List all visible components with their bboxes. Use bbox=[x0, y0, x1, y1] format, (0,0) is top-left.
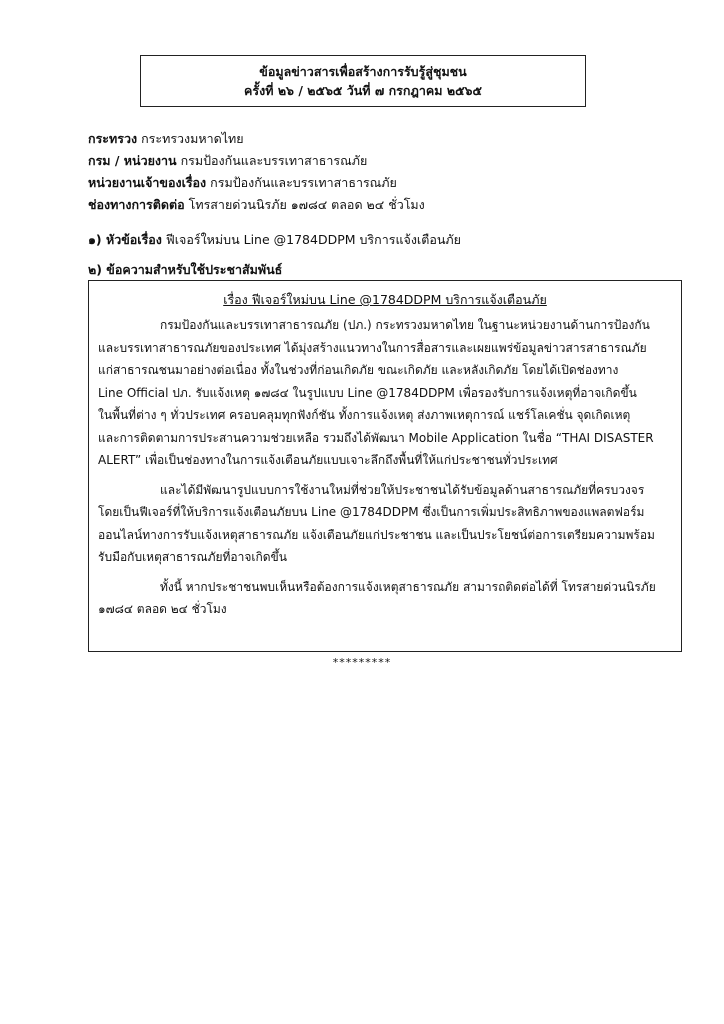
section-1-topic bbox=[88, 230, 461, 250]
meta-block bbox=[88, 128, 688, 216]
section-1-label: ๑) หัวข้อเรื่อง bbox=[88, 232, 162, 247]
section-1-value: ฟีเจอร์ใหม่บน Line @1784DDPM บริการแจ้งเตือนภัย bbox=[165, 232, 461, 247]
meta-owner-value: กรมป้องกันและบรรเทาสาธารณภัย bbox=[210, 175, 397, 190]
meta-contact bbox=[88, 194, 688, 216]
paragraph-1-line: ALERT” เพื่อเป็นช่องทางในการแจ้งเตือนภัยแบบเจาะลึกถึงพื้นที่ให้แก่ประชาชนทั่วประเทศ bbox=[98, 453, 558, 467]
paragraph-1-line bbox=[98, 314, 672, 337]
end-mark: ********* bbox=[332, 656, 392, 669]
paragraph-1-line: และบรรเทาสาธารณภัยของประเทศ ได้มุ่งสร้างแนวทางในการสื่อสารและเผยแพร่ข้อมูลข่าวสารสาธารณภัย bbox=[98, 340, 647, 355]
paragraph-3-line: ๑๗๘๔ ตลอด ๒๔ ชั่วโมง bbox=[98, 602, 227, 616]
paragraph-1-line: ในพื้นที่ต่าง ๆ ทั่วประเทศ ครอบคลุมทุกฟังก์ชัน ทั้งการแจ้งเหตุ ส่งภาพเหตุการณ์ แชร์โลเคชั่น จุดเกิดเหตุ bbox=[98, 408, 631, 422]
paragraph-1-line: และการติดตามการประสานความช่วยเหลือ รวมถึงได้พัฒนา Mobile Application ในชื่อ “THAI DISASTER bbox=[98, 430, 654, 445]
meta-department-label: กรม / หน่วยงาน bbox=[88, 153, 177, 168]
paragraph-2 bbox=[98, 479, 672, 569]
meta-owner-label: หน่วยงานเจ้าของเรื่อง bbox=[88, 175, 207, 190]
paragraph-1-line: Line Official ปภ. รับแจ้งเหตุ ๑๗๘๔ ในรูปแบบ Line @1784DDPM เพื่อรองรับการแจ้งเหตุที่อาจเกิดขึ้น bbox=[98, 385, 637, 400]
meta-ministry-label: กระทรวง bbox=[88, 131, 138, 146]
meta-contact-label: ช่องทางการติดต่อ bbox=[88, 197, 185, 212]
paragraph-2-line: ออนไลน์ทางการรับแจ้งเหตุสาธารณภัย แจ้งเตือนภัยแก่ประชาชน และเป็นประโยชน์ต่อการเตรียมความพร้อม bbox=[98, 527, 655, 542]
text: ทั้งนี้ หากประชาชนพบเห็นหรือต้องการแจ้งเหตุสาธารณภัย สามารถติดต่อได้ที่ โทรสายด่วนนิรภัย bbox=[160, 579, 656, 594]
section-2-heading: ๒) ข้อความสำหรับใช้ประชาสัมพันธ์ bbox=[88, 262, 283, 277]
meta-department-value: กรมป้องกันและบรรเทาสาธารณภัย bbox=[180, 153, 368, 168]
text: กรมป้องกันและบรรเทาสาธารณภัย (ปภ.) กระทรวงมหาดไทย ในฐานะหน่วยงานด้านการป้องกัน bbox=[160, 318, 650, 332]
meta-contact-value: โทรสายด่วนนิรภัย ๑๗๘๔ ตลอด ๒๔ ชั่วโมง bbox=[188, 197, 425, 212]
meta-owner bbox=[88, 172, 688, 194]
paragraph-3-line bbox=[98, 576, 672, 599]
paragraph-3 bbox=[98, 576, 672, 621]
paragraph-2-line bbox=[98, 479, 672, 502]
announcement-subject: เรื่อง ฟีเจอร์ใหม่บน Line @1784DDPM บริการแจ้งเตือนภัย bbox=[223, 292, 547, 307]
header-box bbox=[140, 55, 586, 107]
paragraph-1 bbox=[98, 314, 672, 472]
paragraph-2-line: รับมือกับเหตุสาธารณภัยที่อาจเกิดขึ้น bbox=[98, 550, 287, 564]
meta-ministry-value: กระทรวงมหาดไทย bbox=[141, 131, 244, 146]
announcement-box bbox=[88, 280, 682, 652]
header-title: ข้อมูลข่าวสารเพื่อสร้างการรับรู้สู่ชุมชน bbox=[259, 64, 467, 79]
meta-department bbox=[88, 150, 688, 172]
paragraph-2-line: โดยเป็นฟีเจอร์ที่ให้บริการแจ้งเตือนภัยบน Line @1784DDPM ซึ่งเป็นการเพิ่มประสิทธิภาพของแพลตฟอร์ม bbox=[98, 505, 645, 519]
header-issue-date: ครั้งที่ ๒๖ / ๒๕๖๕ วันที่ ๗ กรกฎาคม ๒๕๖๕ bbox=[244, 83, 482, 98]
paragraph-1-line: แก่สาธารณชนมาอย่างต่อเนื่อง ทั้งในช่วงที่ก่อนเกิดภัย ขณะเกิดภัย และหลังเกิดภัย โดยได้เปิดช่องทาง bbox=[98, 363, 619, 377]
text: และได้มีพัฒนารูปแบบการใช้งานใหม่ที่ช่วยให้ประชาชนได้รับข้อมูลด้านสาธารณภัยที่ครบวงจร bbox=[160, 482, 645, 497]
meta-ministry bbox=[88, 128, 688, 150]
